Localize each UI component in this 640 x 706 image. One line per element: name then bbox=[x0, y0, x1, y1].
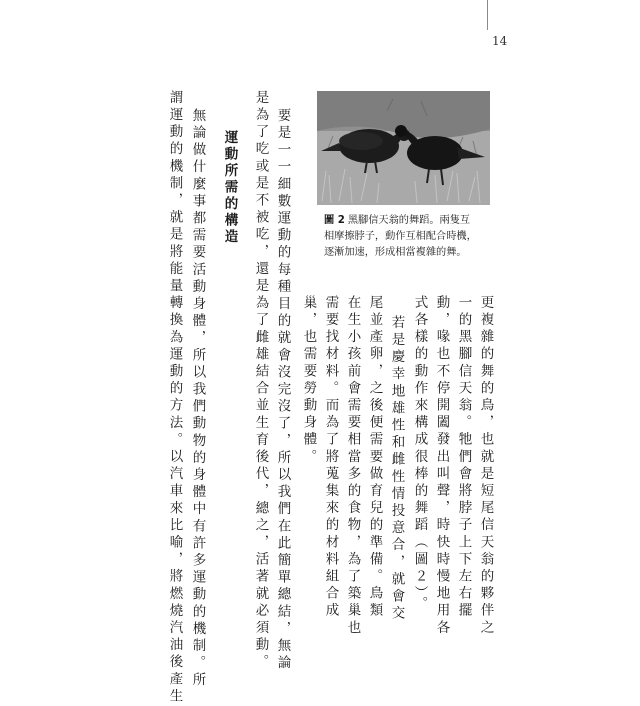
body-column: 式各樣的動作來構成很棒的舞蹈（圖２）。 bbox=[411, 295, 428, 614]
body-column: 謂運動的機制，就是將能量轉換為運動的方法。以汽車來比喻，將燃燒汽油後產生 bbox=[166, 90, 183, 706]
body-column: 動，喙也不停開闔發出叫聲，時快時慢地用各 bbox=[433, 295, 450, 637]
page-number: 14 bbox=[492, 34, 508, 48]
body-column: 在生小孩前會需要相當多的食物，為了築巢也 bbox=[344, 295, 361, 637]
caption-line: 逐漸加速，形成相當複雜的舞。 bbox=[324, 247, 467, 258]
albatross-dance-photo bbox=[317, 91, 490, 205]
figure-caption bbox=[324, 213, 504, 261]
body-column: 尾並產卵，之後便需要做育兒的準備。鳥類 bbox=[366, 295, 383, 620]
body-column: 更複雜的舞的鳥，也就是短尾信天翁的夥伴之 bbox=[477, 295, 494, 637]
figure-label: 圖 2 bbox=[324, 215, 345, 226]
header-rule bbox=[487, 0, 488, 30]
body-column: 無論做什麼事都需要活動身體，所以我們動物的身體中有許多運動的機制。所 bbox=[189, 108, 206, 690]
caption-line: 圖 2 黑腳信天翁的舞蹈。兩隻互 bbox=[324, 215, 471, 226]
caption-line: 相摩擦脖子，動作互相配合時機， bbox=[324, 231, 477, 242]
body-column: 要是一一細數運動的每種目的就會沒完沒了，所以我們在此簡單總結，無論 bbox=[274, 108, 291, 673]
body-column: 若是慶幸地雄性和雌性情投意合，就會交 bbox=[388, 315, 405, 623]
body-column: 需要找材料。而為了將蒐集來的材料組合成 bbox=[322, 295, 339, 620]
body-column: 一的黑腳信天翁。牠們會將脖子上下左右擺 bbox=[455, 295, 472, 620]
body-column: 巢，也需要勞動身體。 bbox=[300, 295, 317, 466]
section-heading: 運動所需的構造 bbox=[221, 130, 238, 246]
figure-photo bbox=[317, 91, 490, 205]
body-column: 是為了吃或是不被吃，還是為了雌雄結合並生育後代，總之，活著就必須動。 bbox=[252, 90, 269, 672]
